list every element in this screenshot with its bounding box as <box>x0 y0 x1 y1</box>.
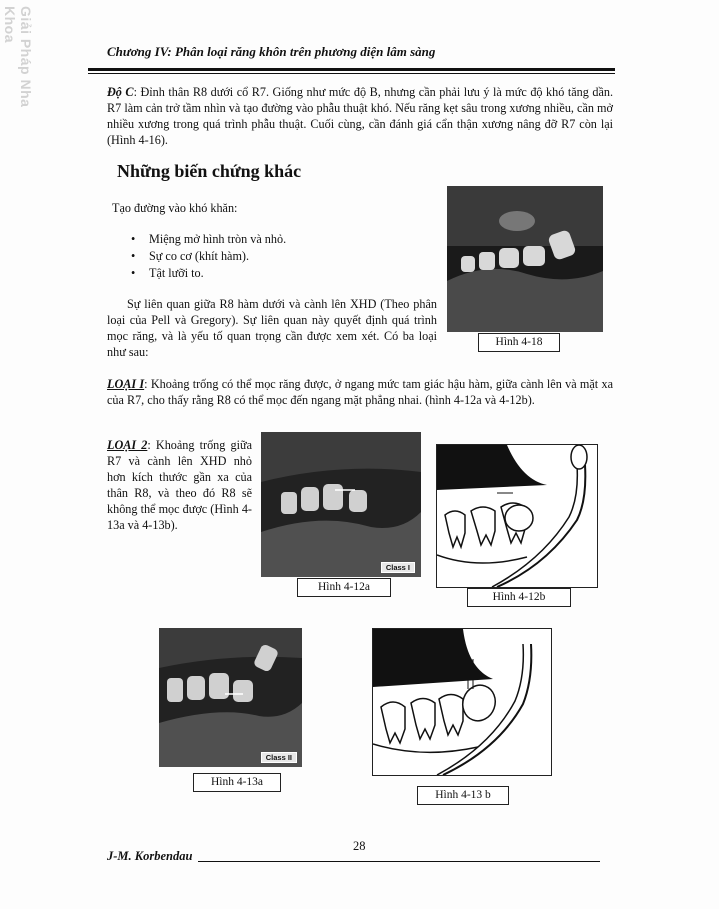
xray-4-18-drawing <box>447 186 603 332</box>
class1-paragraph <box>107 376 613 408</box>
relation-paragraph: Sự liên quan giữa R8 hàm dưới và cành lên XHD (Theo phân loại của Pell và Gregory). Sự liên quan này quyết định quá trình mọc răng, và là yếu tố quan trọng cần được xem xét. Có ba loại như sau: <box>107 297 437 359</box>
class2-label: LOẠI 2 <box>107 438 148 452</box>
xray-4-12a-drawing <box>261 432 421 577</box>
list-item: • Miệng mở hình tròn và nhỏ. <box>129 231 429 248</box>
caption-4-18: Hình 4-18 <box>478 333 560 352</box>
watermark: Giải Pháp Nha Khoa <box>2 6 34 108</box>
degree-c-paragraph <box>107 84 613 148</box>
xray-figure-4-13a <box>159 628 302 767</box>
class2-paragraph <box>107 437 252 533</box>
caption-4-13b: Hình 4-13 b <box>417 786 509 805</box>
class1-label: LOẠI I <box>107 377 145 391</box>
degree-c-label: Độ C <box>107 85 134 99</box>
section-heading: Những biến chứng khác <box>117 161 302 181</box>
chapter-header: Chương IV: Phân loại răng khôn trên phương diện lâm sàng <box>107 44 436 59</box>
header-rule-thin <box>88 73 615 74</box>
bullet-list <box>129 231 429 282</box>
page-number: 28 <box>353 839 366 853</box>
class-i-tag: Class I <box>381 562 415 573</box>
class2-text: : Khoảng trống giữa R7 và cành lên XHD nhỏ hơn kích thước gần xa của thân R8, và theo đó R8 sẽ không thể mọc được (Hình 4-13a và 4-13b). <box>107 438 252 532</box>
header-rule-thick <box>88 68 615 71</box>
access-intro: Tạo đường vào khó khăn: <box>112 201 238 215</box>
degree-c-text: : Đỉnh thân R8 dưới cổ R7. Giống như mức độ B, nhưng cần phải lưu ý là mức độ khó tăng dần. R7 làm cản trở tầm nhìn và tạo đường vào phẫu thuật khó. Nếu răng kẹt sâu trong xương nhiều, cần mở nhiều xương trong quá trình phẫu thuật. Cuối cùng, cần đánh giá cẩn thận xương nâng đỡ R7 còn lại (Hình 4-16). <box>107 85 613 147</box>
caption-4-12b: Hình 4-12b <box>467 588 571 607</box>
diagram-figure-4-13b <box>372 628 552 776</box>
list-item: • Sự co cơ (khít hàm). <box>129 248 429 265</box>
caption-4-13a: Hình 4-13a <box>193 773 281 792</box>
caption-4-12a: Hình 4-12a <box>297 578 391 597</box>
diagram-figure-4-12b <box>436 444 598 588</box>
xray-figure-4-18 <box>447 186 603 332</box>
xray-4-13a-drawing <box>159 628 302 767</box>
class-ii-tag: Class II <box>261 752 297 763</box>
class1-text: : Khoảng trống có thể mọc răng được, ở ngang mức tam giác hậu hàm, giữa cành lên và mặt xa của R7, cho thấy rằng R8 có thể mọc đến ngang mặt phẳng nhai. (hình 4-12a và 4-12b). <box>107 377 613 407</box>
diagram-4-13b-drawing <box>373 629 551 775</box>
list-item: • Tật lưỡi to. <box>129 265 429 282</box>
diagram-4-12b-drawing <box>437 445 597 587</box>
footer-author: J-M. Korbendau <box>107 849 193 863</box>
footer-rule <box>198 861 600 862</box>
xray-figure-4-12a <box>261 432 421 577</box>
